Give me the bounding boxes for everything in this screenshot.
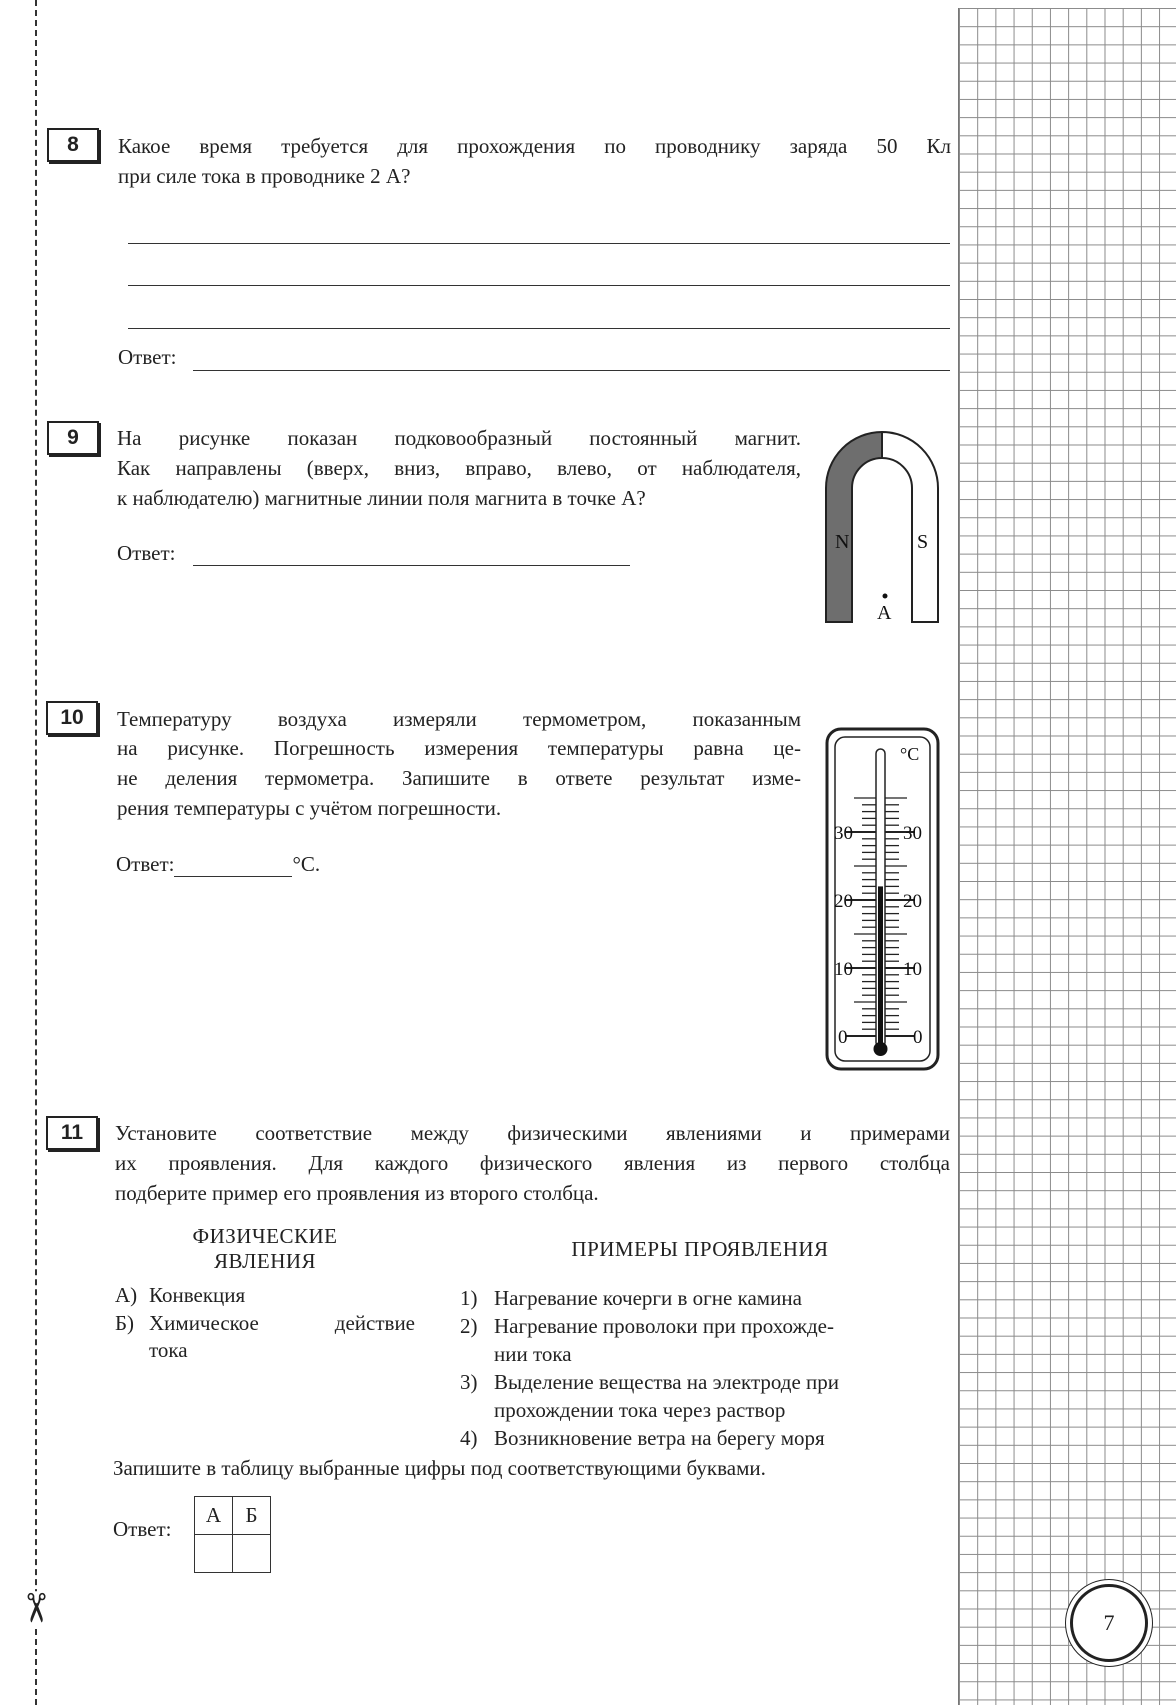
answer-cell-a[interactable] (195, 1535, 233, 1573)
pole-n-label: N (835, 531, 850, 553)
q10-answer-row (116, 851, 320, 877)
phenomena-header-line2: ЯВЛЕНИЯ (213, 1249, 317, 1273)
example-4-text: Возникновение ветра на берегу моря (494, 1426, 825, 1450)
scale-label-20-right: 20 (903, 891, 922, 912)
example-3 (460, 1368, 839, 1396)
example-4-number: 4) (460, 1426, 478, 1450)
scale-label-20-left: 20 (834, 891, 853, 912)
phenomenon-a-letter: А) (115, 1283, 138, 1307)
scale-label-0-left: 0 (838, 1027, 848, 1048)
question-number-10: 10 (46, 701, 98, 735)
point-a-label: А (877, 602, 892, 624)
example-2-number: 2) (460, 1314, 478, 1338)
page-number: 7 (1070, 1584, 1148, 1662)
q10-text-line4: рения температуры с учётом погрешности. (117, 796, 502, 820)
q11-text-line1: Установите соответствие между физическими явлениями и примерами (115, 1121, 950, 1145)
question-number-8: 8 (47, 128, 99, 162)
scale-label-30-left: 30 (834, 823, 853, 844)
phenomenon-b-text-c: тока (149, 1338, 188, 1362)
q11-answer-label: Ответ: (113, 1517, 172, 1541)
q8-solution-line-1[interactable] (128, 243, 950, 244)
thermometer-unit-label: °С (900, 744, 920, 764)
answer-cell-b[interactable] (233, 1535, 271, 1573)
q9-text-line1: На рисунке показан подковообразный постоянный магнит. (117, 426, 801, 450)
phenomena-column-header (150, 1224, 380, 1274)
phenomenon-a (115, 1281, 245, 1309)
scale-label-30-right: 30 (903, 823, 922, 844)
point-a-marker (883, 594, 888, 599)
q8-text-line2: при силе тока в проводнике 2 А? (118, 164, 411, 188)
question-number-11: 11 (46, 1116, 98, 1150)
magnet-north-arm (826, 432, 882, 622)
cut-line (35, 0, 37, 1705)
pole-s-label: S (917, 531, 929, 553)
horseshoe-magnet-figure (820, 418, 944, 624)
scale-label-10-right: 10 (903, 959, 922, 980)
scale-label-10-left: 10 (834, 959, 853, 980)
example-2-text-a: Нагревание проволоки при прохожде- (494, 1314, 834, 1338)
thermometer-bulb (874, 1042, 888, 1056)
q10-answer-unit: °С. (292, 852, 321, 876)
phenomenon-b-text-a: Химическое (149, 1311, 259, 1335)
thermometer-figure (825, 727, 940, 1071)
q8-text-line1: Какое время требуется для прохождения по проводнику заряда 50 Кл (118, 134, 951, 158)
example-3-number: 3) (460, 1370, 478, 1394)
phenomenon-b-text-b: действие (334, 1311, 415, 1335)
q11-instruction: Запишите в таблицу выбранные цифры под соответствующими буквами. (113, 1456, 766, 1480)
thermometer-liquid-column (878, 886, 883, 1049)
question-number-9: 9 (47, 421, 99, 455)
q10-answer-label: Ответ: (116, 852, 175, 876)
q10-text-line2: на рисунке. Погрешность измерения температуры равна це- (117, 736, 801, 760)
q10-text-line1: Температуру воздуха измеряли термометром, показанным (117, 707, 801, 731)
q8-solution-line-2[interactable] (128, 285, 950, 286)
q9-text-line2: Как направлены (вверх, вниз, вправо, влево, от наблюдателя, (117, 456, 801, 480)
phenomenon-a-text: Конвекция (149, 1283, 246, 1307)
example-4 (460, 1424, 825, 1452)
q11-answer-table (194, 1496, 271, 1573)
scale-label-0-right: 0 (913, 1027, 923, 1048)
q8-answer-field[interactable] (193, 370, 950, 371)
example-3-text-a: Выделение вещества на электроде при (494, 1370, 840, 1394)
q9-answer-field[interactable] (193, 565, 630, 566)
q8-answer-label: Ответ: (118, 345, 177, 369)
q10-text-line3: не деления термометра. Запишите в ответе результат изме- (117, 766, 801, 790)
q9-text-line3: к наблюдателю) магнитные линии поля магнита в точке А? (117, 486, 646, 510)
examples-column-header: ПРИМЕРЫ ПРОЯВЛЕНИЯ (571, 1237, 829, 1261)
q11-text-line3: подберите пример его проявления из второго столбца. (115, 1181, 599, 1205)
phenomenon-b-letter: Б) (115, 1311, 135, 1335)
scissors-icon: ✂ (11, 1591, 58, 1625)
example-2 (460, 1312, 834, 1340)
q11-text-line2: их проявления. Для каждого физического явления из первого столбца (115, 1151, 950, 1175)
example-3-text-b: прохождении тока через раствор (494, 1398, 786, 1422)
phenomenon-b (115, 1309, 415, 1337)
example-1-number: 1) (460, 1286, 478, 1310)
example-1-text: Нагревание кочерги в огне камина (494, 1286, 802, 1310)
answer-table-header-b: Б (233, 1497, 271, 1535)
answer-table-header-a: А (195, 1497, 233, 1535)
example-2-text-b: нии тока (494, 1342, 572, 1366)
magnet-south-arm (882, 432, 938, 622)
phenomena-header-line1: ФИЗИЧЕСКИЕ (192, 1224, 338, 1248)
q9-answer-label: Ответ: (117, 541, 176, 565)
q10-answer-field[interactable] (174, 856, 292, 877)
draft-grid (958, 8, 1176, 1705)
q8-solution-line-3[interactable] (128, 328, 950, 329)
example-1 (460, 1284, 802, 1312)
